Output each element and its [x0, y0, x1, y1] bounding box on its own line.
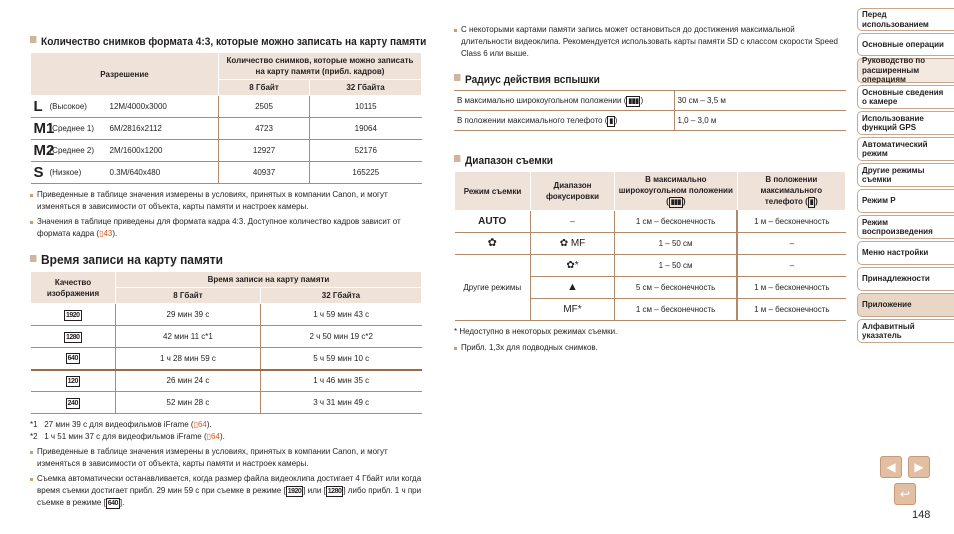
value-32gb: 165225 — [310, 162, 422, 184]
resolution-m1-icon: M1 — [33, 120, 55, 137]
focus-macro-mf-icon: ✿ MF — [531, 233, 615, 255]
note-text: Съемка автоматически останавливается, когда размер файла видеоклипа достигает 4 Гбайт или когда время съемки достигает прибл. 29 мин 59 с при съемке в режиме [ — [37, 474, 422, 495]
resolution-value: 2M/1600x1200 — [109, 146, 163, 155]
note: С некоторыми картами памяти запись может остановиться до достижения максимальной длительности видеоклипа. Рекомендуется использовать карты памяти SD с классом скорости Speed Class 6 или выше. — [454, 24, 846, 60]
header-time: Время записи на карту памяти — [116, 272, 422, 288]
note-text: ] либо прибл. 1 ч при съемке в режиме [ — [37, 486, 422, 507]
value-8gb: 12927 — [219, 140, 310, 162]
section-marker-icon — [454, 74, 460, 81]
flash-section-title — [454, 74, 815, 86]
back-button[interactable] — [894, 483, 916, 505]
footnote-1 — [30, 419, 422, 431]
footnote-2 — [30, 431, 422, 443]
value-8gb: 52 мин 28 с — [116, 392, 261, 414]
flash-table — [454, 90, 846, 131]
table-row — [31, 118, 422, 140]
table-row — [31, 392, 422, 414]
range-section-title — [454, 155, 815, 167]
mode-other: Другие режимы — [455, 255, 531, 321]
value-8gb: 26 мин 24 с — [116, 370, 261, 392]
wide-value: 1 – 50 см — [615, 255, 738, 277]
footnote-text: 27 мин 39 с для видеофильмов iFrame ( — [44, 420, 194, 429]
next-page-button[interactable] — [908, 456, 930, 478]
video-240-icon: 240 — [67, 399, 78, 407]
rec-title-text: Время записи на карту памяти — [41, 252, 223, 267]
footnote-text: 1 ч 51 мин 37 с для видеофильмов iFrame ( — [44, 432, 207, 441]
page-number: 148 — [912, 509, 931, 521]
header-count: Количество снимков, которые можно записать на карту памяти (прибл. кадров) — [219, 53, 422, 80]
page-ref-number: 64 — [211, 432, 220, 441]
video-1280-icon: 1280 — [65, 333, 80, 341]
tele-value: 1 м – бесконечность — [737, 299, 845, 321]
table-row — [455, 255, 846, 277]
footnote-end: ). — [219, 432, 225, 441]
value-8gb: 1 ч 28 мин 59 с — [116, 348, 261, 370]
table-row — [455, 211, 846, 233]
flash-title-text: Радиус действия вспышки — [465, 74, 600, 86]
flash-label: В положении максимального телефото ( — [457, 115, 608, 125]
value-32gb: 19064 — [310, 118, 422, 140]
range-table — [454, 171, 846, 321]
note-text: ]. — [119, 498, 125, 507]
value-32gb: 1 ч 59 мин 43 с — [260, 304, 421, 326]
telephoto-icon: ▮ — [609, 117, 613, 125]
video-1280-icon: 1280 — [327, 488, 342, 495]
table-row — [31, 348, 422, 370]
note: Прибл. 1,3x для подводных снимков. — [454, 342, 846, 354]
footnote-end: ). — [206, 420, 212, 429]
wide-value: 1 см – бесконечность — [615, 299, 738, 321]
quality-label: (Низкое) — [49, 168, 82, 177]
focus-normal-icon: ▲ — [531, 277, 615, 299]
range-notes — [454, 326, 846, 354]
value-32gb: 1 ч 46 мин 35 с — [260, 370, 421, 392]
sidebar-item-settings-menu[interactable]: Меню настройки — [857, 241, 954, 265]
table-row — [31, 96, 422, 118]
quality-label: (Среднее 1) — [49, 124, 94, 133]
footnote-mark: *1 — [30, 420, 38, 429]
focus-value: – — [531, 211, 615, 233]
video-1920-icon: 1920 — [65, 311, 80, 319]
video-1920-icon: 1920 — [287, 488, 302, 495]
mode-auto-icon: AUTO — [455, 211, 531, 233]
resolution-value: 12M/4000x3000 — [109, 102, 167, 111]
note-text: ] или [ — [303, 486, 326, 495]
section-marker-icon — [30, 36, 36, 43]
flash-label-end: ) — [614, 115, 618, 125]
value-32gb: 10115 — [310, 96, 422, 118]
page-ref-link[interactable]: ▯43 — [99, 229, 113, 238]
section-marker-icon — [30, 255, 36, 262]
video-120-icon: 120 — [67, 377, 78, 385]
tele-value: 1 м – бесконечность — [737, 277, 845, 299]
flash-value: 30 см – 3,5 м — [674, 91, 846, 111]
telephoto-icon: ▮ — [809, 199, 814, 206]
note-text-end: ). — [112, 229, 118, 238]
sidebar-item-playback[interactable]: Режим воспроизведения — [857, 215, 954, 239]
page-ref-number: 43 — [103, 229, 113, 238]
header-close: ) — [815, 197, 818, 206]
tele-value: 1 м – бесконечность — [737, 211, 845, 233]
page-ref-link[interactable]: ▯64 — [206, 432, 220, 441]
section-marker-icon — [454, 155, 460, 162]
resolution-s-icon: S — [33, 164, 44, 181]
table-row — [455, 233, 846, 255]
shots-notes — [30, 189, 422, 240]
value-8gb: 29 мин 39 с — [116, 304, 261, 326]
sidebar-item-appendix[interactable]: Приложение — [857, 293, 954, 317]
resolution-m2-icon: M2 — [33, 142, 55, 159]
wide-value: 1 – 50 см — [615, 233, 738, 255]
table-row — [31, 370, 422, 392]
wide-angle-icon: ▮▮▮ — [628, 97, 639, 105]
header-wide-text: В максимально широкоугольном положении ( — [618, 175, 733, 206]
sidebar-item-accessories[interactable]: Принадлежности — [857, 267, 954, 291]
note-text: Значения в таблице приведены для формата кадра 4:3. Доступное количество кадров зависит от формата кадра ( — [37, 217, 401, 238]
value-32gb: 52176 — [310, 140, 422, 162]
sidebar-item-gps[interactable]: Использование функций GPS — [857, 111, 954, 135]
return-icon: ↩ — [899, 487, 911, 501]
tele-value: – — [737, 255, 845, 277]
chapter-sidebar — [857, 8, 954, 345]
prev-page-button[interactable] — [880, 456, 902, 478]
table-row — [454, 91, 846, 111]
value-32gb: 5 ч 59 мин 10 с — [260, 348, 421, 370]
rec-section-title — [30, 252, 391, 267]
wide-value: 5 см – бесконечность — [615, 277, 738, 299]
wide-value: 1 см – бесконечность — [615, 211, 738, 233]
header-8gb: 8 Гбайт — [219, 80, 310, 96]
footnote: * Недоступно в некоторых режимах съемки. — [454, 327, 618, 336]
sidebar-item-camera-basics[interactable]: Основные сведения о камере — [857, 85, 954, 109]
right-column — [454, 24, 846, 357]
table-row — [454, 111, 846, 131]
left-column — [30, 36, 427, 512]
value-8gb: 2505 — [219, 96, 310, 118]
header-mode: Режим съемки — [455, 172, 531, 211]
focus-macro-icon: ✿* — [531, 255, 615, 277]
header-quality: Качество изображения — [31, 272, 116, 304]
sidebar-item-advanced-guide[interactable]: Руководство по расширенным операциям — [857, 58, 954, 83]
resolution-value: 6M/2816x2112 — [109, 124, 162, 133]
table-row — [31, 162, 422, 184]
header-close: ) — [682, 197, 686, 206]
header-focus: Диапазон фокусировки — [531, 172, 615, 211]
range-title-text: Диапазон съемки — [465, 155, 554, 167]
flash-label-end: ) — [640, 95, 644, 105]
sidebar-item-basic-operations[interactable]: Основные операции — [857, 33, 954, 56]
value-8gb: 4723 — [219, 118, 310, 140]
focus-mf-icon: MF* — [531, 299, 615, 321]
note — [30, 473, 422, 509]
wide-angle-icon: ▮▮▮ — [670, 199, 681, 206]
sidebar-item-auto-mode[interactable]: Автоматический режим — [857, 137, 954, 161]
header-8gb: 8 Гбайт — [116, 288, 261, 304]
flash-label: В максимально широкоугольном положении ( — [457, 95, 627, 105]
header-resolution: Разрешение — [31, 53, 219, 96]
table-row — [31, 140, 422, 162]
header-32gb: 32 Гбайта — [260, 288, 421, 304]
header-tele-text: В положении максимального телефото ( — [760, 175, 823, 206]
quality-label: (Среднее 2) — [49, 146, 94, 155]
table-row — [31, 304, 422, 326]
note: Приведенные в таблице значения измерены в условиях, принятых в компании Canon, и могут изменяться в зависимости от объекта, карты памяти и настроек камеры. — [30, 446, 422, 470]
video-640-icon: 640 — [67, 355, 78, 363]
tele-value: – — [737, 233, 845, 255]
footnote-mark: *2 — [30, 432, 38, 441]
value-32gb: 3 ч 31 мин 49 с — [260, 392, 421, 414]
note — [30, 216, 422, 240]
value-8gb: 42 мин 11 с*1 — [116, 326, 261, 348]
shots-title-text: Количество снимков формата 4:3, которые можно записать на карту памяти — [41, 36, 427, 48]
value-8gb: 40937 — [219, 162, 310, 184]
page-ref-link[interactable]: ▯64 — [193, 420, 207, 429]
sidebar-item-p-mode[interactable]: Режим P — [857, 189, 954, 213]
arrow-right-icon: ▶ — [914, 460, 924, 474]
header-32gb: 32 Гбайта — [310, 80, 422, 96]
flash-value: 1,0 – 3,0 м — [674, 111, 846, 131]
note: Приведенные в таблице значения измерены в условиях, принятых в компании Canon, и могут изменяться в зависимости от объекта, карты памяти и настроек камеры. — [30, 189, 422, 213]
header-tele — [737, 172, 845, 211]
sidebar-item-other-modes[interactable]: Другие режимы съемки — [857, 163, 954, 187]
page-ref-number: 64 — [197, 420, 207, 429]
value-32gb: 2 ч 50 мин 19 с*2 — [260, 326, 421, 348]
resolution-value: 0.3M/640x480 — [109, 168, 161, 177]
shots-section-title — [30, 36, 427, 48]
video-640-icon: 640 — [107, 500, 118, 507]
rec-table — [30, 271, 422, 414]
header-wide — [615, 172, 738, 211]
table-row — [31, 326, 422, 348]
sidebar-item-index[interactable]: Алфавитный указатель — [857, 319, 954, 343]
sidebar-item-before-use[interactable]: Перед использованием — [857, 8, 954, 31]
shots-table — [30, 52, 422, 184]
mode-underwater-macro-icon: ✿ — [455, 233, 531, 255]
quality-label: (Высокое) — [49, 102, 87, 111]
resolution-l-icon: L — [33, 98, 43, 115]
rec-notes — [30, 419, 422, 509]
arrow-left-icon: ◀ — [886, 460, 896, 474]
